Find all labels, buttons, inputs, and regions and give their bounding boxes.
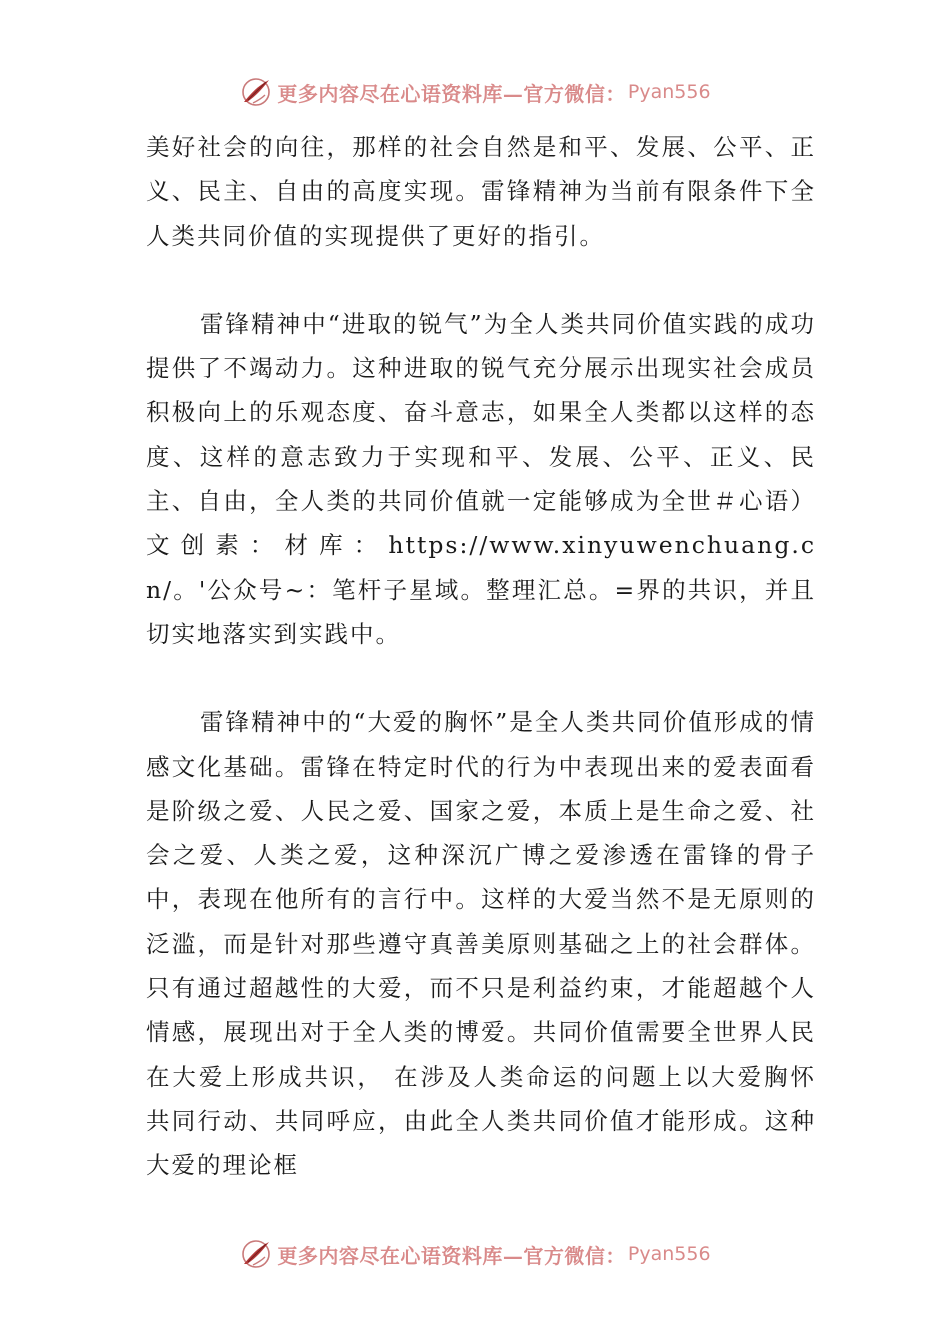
wechat-id: Pyan556 — [627, 81, 711, 103]
document-body — [146, 125, 816, 1188]
paragraph-gap — [146, 656, 816, 700]
paragraph-2: 雷锋精神中“进取的锐气”为全人类共同价值实践的成功提供了不竭动力。这种进取的锐气充分展示出现实社会成员积极向上的乐观态度、奋斗意志，如果全人类都以这样的态度、这样的意志致力于实现和平、发展、公平、正义、民主、自由，全人类的共同价值就一定能够成为全世＃心语）文创素：材库：https://www.xinyuwenchuang.cn/。'公众号~：笔杆子星域。整理汇总。=界的共识，并且切实地落实到实践中。 — [146, 309, 816, 648]
paragraph-1: 美好社会的向往，那样的社会自然是和平、发展、公平、正义、民主、自由的高度实现。雷锋精神为当前有限条件下全人类共同价值的实现提供了更好的指引。 — [146, 133, 816, 250]
footer-banner — [0, 1232, 950, 1276]
banner-text: 更多内容尽在心语资料库—官方微信： — [277, 81, 626, 106]
paragraph-gap — [146, 258, 816, 302]
wechat-id: Pyan556 — [627, 1243, 711, 1265]
paragraph-3: 雷锋精神中的“大爱的胸怀”是全人类共同价值形成的情感文化基础。雷锋在特定时代的行为中表现出来的爱表面看是阶级之爱、人民之爱、国家之爱，本质上是生命之爱、社会之爱、人类之爱，这种深沉广博之爱渗透在雷锋的骨子中，表现在他所有的言行中。这样的大爱当然不是无原则的泛滥，而是针对那些遵守真善美原则基础之上的社会群体。只有通过超越性的大爱，而不只是利益约束，才能超越个人情感，展现出对于全人类的博爱。共同价值需要全世界人民在大爱上形成共识， 在涉及人类命运的问题上以大爱胸怀共同行动、共同呼应，由此全人类共同价值才能形成。这种大爱的理论框 — [146, 708, 816, 1180]
quill-logo-icon — [239, 1237, 273, 1271]
banner-text: 更多内容尽在心语资料库—官方微信： — [277, 1243, 626, 1268]
quill-logo-icon — [239, 75, 273, 109]
header-banner — [0, 70, 950, 114]
